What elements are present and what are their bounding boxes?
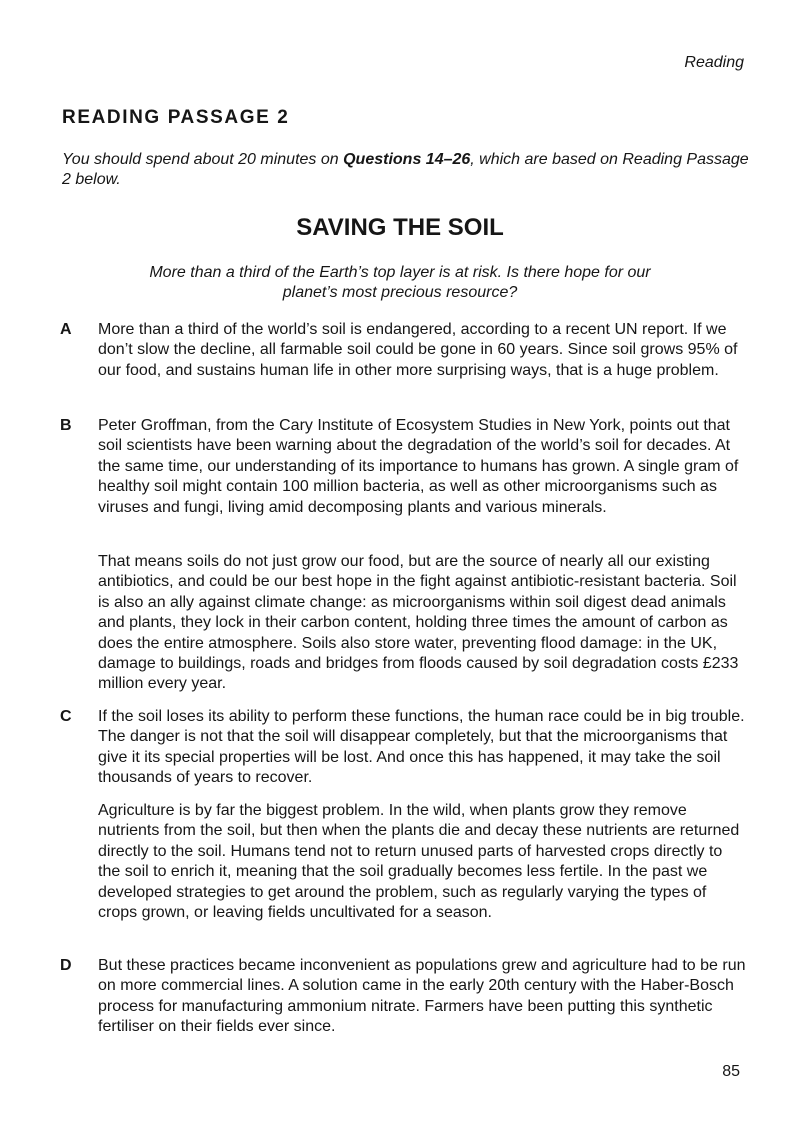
instructions-text-after: , which are based on Reading Passage 2 below.: [62, 151, 749, 188]
instructions: [62, 150, 752, 190]
section-d-paragraph-1: But these practices became inconvenient as populations grew and agriculture had to be run on more commercial lines. A solution came in the early 20th century with the Haber-Bosch process for manufacturing ammonium nitrate. Farmers have been putting this synthetic fertiliser on their fields ever since.: [98, 957, 746, 1036]
section-b-paragraph-2: That means soils do not just grow our food, but are the source of nearly all our existing antibiotics, and could be our best hope in the fight against antibiotic-resistant bacteria. Soil is also an ally against climate change: as microorganisms within soil digest dead animals and plants, they lock in their carbon content, holding three times the amount of carbon as does the entire atmosphere. Soils also store water, preventing flood damage: in the UK, damage to buildings, roads and bridges from floods caused by soil degradation costs £233 million every year.: [98, 553, 739, 693]
instructions-text-before: You should spend about 20 minutes on: [62, 151, 344, 168]
section-c-paragraph-2: Agriculture is by far the biggest problem. In the wild, when plants grow they remove nutrients from the soil, but then when the plants die and decay these nutrients are returned directly to the soil. Humans tend not to return unused parts of harvested crops directly to the soil to enrich it, meaning that the soil gradually becomes less fertile. In the past we developed strategies to get around the problem, such as regularly varying the types of crops grown, or leaving fields uncultivated for a season.: [98, 802, 740, 922]
section-c-paragraph-1: If the soil loses its ability to perform these functions, the human race could be in big trouble. The danger is not that the soil will disappear completely, but that the microorganisms that give it its special properties will be lost. And once this has happened, it may take the soil thousands of years to recover.: [98, 708, 745, 787]
section-letter-a: A: [60, 321, 72, 338]
section-letter-d: D: [60, 957, 72, 974]
section-letter-b: B: [60, 417, 72, 434]
section-letter-c: C: [60, 708, 72, 725]
page-number: 85: [722, 1063, 740, 1080]
article-title: SAVING THE SOIL: [296, 214, 504, 241]
article-subtitle: More than a third of the Earth’s top layer is at risk. Is there hope for our planet’s most precious resource?: [149, 264, 651, 301]
instructions-questions: Questions 14–26: [343, 151, 471, 168]
passage-label: READING PASSAGE 2: [62, 107, 290, 128]
running-head: Reading: [684, 54, 744, 71]
section-a-paragraph-1: More than a third of the world’s soil is endangered, according to a recent UN report. If we don’t slow the decline, all farmable soil could be gone in 60 years. Since soil grows 95% of our food, and sustains human life in other more surprising ways, that is a huge problem.: [98, 321, 738, 379]
section-b-paragraph-1: Peter Groffman, from the Cary Institute of Ecosystem Studies in New York, points out that soil scientists have been warning about the degradation of the world’s soil for decades. At the same time, our understanding of its importance to humans has grown. A single gram of healthy soil might contain 100 million bacteria, as well as other microorganisms such as viruses and fungi, living amid decomposing plants and various minerals.: [98, 417, 739, 516]
